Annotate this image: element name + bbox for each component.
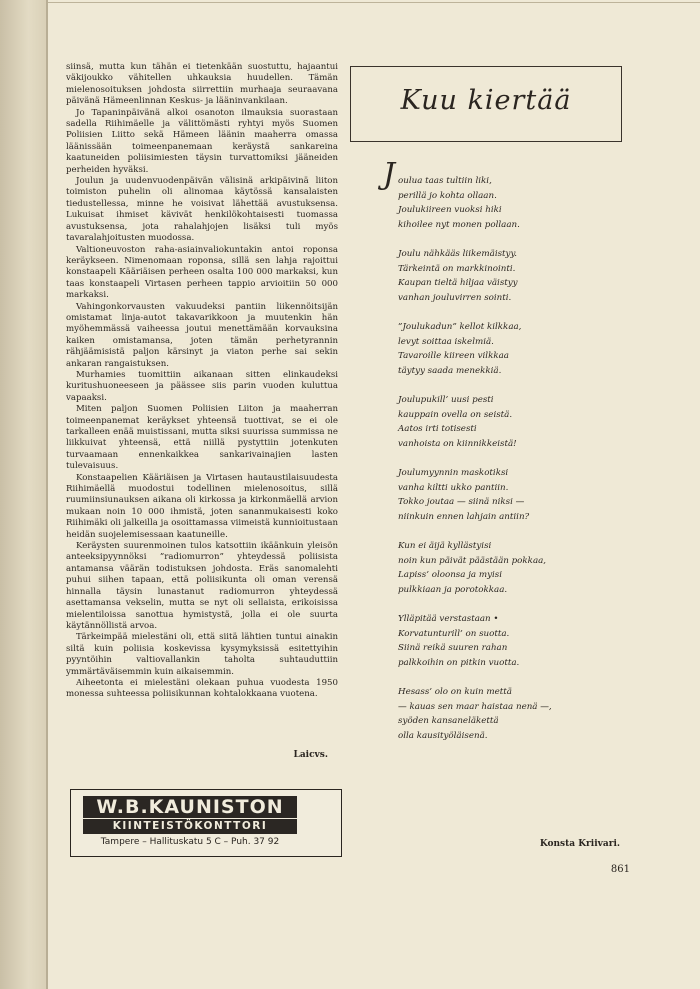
- ad-address: Tampere – Hallituskatu 5 C – Puh. 37 92: [100, 837, 280, 847]
- poem-line: Tavaroille kiireen vilkkaa: [398, 351, 509, 361]
- poem-line: Joulu nähkääs liikemäistyy.: [398, 249, 517, 259]
- poem-line: Lapiss’ oloonsa ja myisi: [398, 570, 502, 580]
- poem-line: Korvatunturill’ on suotta.: [398, 628, 510, 639]
- poem-author: Konsta Kriivari.: [539, 839, 620, 849]
- poem-stanza: [398, 247, 598, 305]
- article-paragraph: Konstaapelien Kääriäisen ja Virtasen hautaustilaisuudesta Riihimäellä muodostui todellinen mielenosoitus, sillä ruumiinsiunauksen aikana oli kirkossa ja kirkonmäellä arvion mukaan noin 10 000 ihmistä, joten sananmukaisesti koko Riihimäki oli jalkeilla ja osoittamassa viimeistä kunnioitustaan heidän suojelemisessaan kaatuneille.: [66, 472, 338, 540]
- poem-line: Kun ei äijä kyllästyisi: [398, 541, 492, 551]
- poem-line: täytyy saada menekkiä.: [398, 365, 502, 376]
- poem-line: ”Joulukadun” kellot kilkkaa,: [398, 322, 522, 332]
- poem-stanza: [398, 174, 598, 232]
- poem-stanza: [398, 320, 598, 378]
- advertisement-box: [70, 789, 342, 857]
- poem-stanza: [398, 539, 598, 597]
- article-paragraph: Tärkeimpää mielestäni oli, että siitä lähtien tuntui ainakin siltä kuin poliisia koskevissa kysymyksissä esitettyihin pyyntöihin valtiovallankin taholta suhtauduttiin ymmärtäväisemmin kuin aikaisemmin.: [66, 632, 338, 677]
- poem-body: [398, 174, 598, 758]
- poem-line: Aatos irti totisesti: [398, 424, 477, 434]
- article-paragraph: Aiheetonta ei mielestäni olekaan puhua vuodesta 1950 monessa suhteessa poliisikunnan kohtalokkaana vuotena.: [66, 677, 338, 700]
- book-spine-edge: [0, 0, 48, 989]
- poem-line: Joulukiireen vuoksi hiki: [398, 205, 502, 215]
- poem-stanza: [398, 685, 598, 743]
- poem-line: Tokko joutaa — siinä niksi —: [398, 497, 525, 507]
- poem-title: Kuu kiertää: [400, 85, 572, 116]
- poem-line: Joulumyynnin maskotiksi: [398, 468, 509, 478]
- article-paragraph: Jo Tapaninpäivänä alkoi osanoton ilmauksia suorastaan sadella Riihimäelle ja välittömästi ryhtyi myös Suomen Poliisien Liitto sekä Hämeen läänin maaherra omassa läänissään toimeenpanemaan keräystä sankareina kaatuneiden poliisimiesten täysin turvattomiksi jääneiden perheiden hyväksi.: [66, 107, 338, 175]
- poem-line: Joulupukill’ uusi pesti: [398, 395, 494, 405]
- poem-dropcap: J: [383, 157, 396, 192]
- poem-line: oulua taas tultiin liki,: [398, 176, 492, 186]
- poem-line: Siinä reikä suuren rahan: [398, 643, 508, 653]
- poem-line: vanhoista on kiinnikkeistä!: [398, 438, 517, 449]
- article-paragraph: Murhamies tuomittiin aikanaan sitten elinkaudeksi kuritushuoneeseen ja päässee siis parin vuoden kuluttua vapaaksi.: [66, 369, 338, 403]
- poem-line: noin kun päivät päästään pokkaa,: [398, 555, 547, 566]
- top-page-edge: [48, 2, 700, 3]
- article-paragraph: siinsä, mutta kun tähän ei tietenkään suostuttu, hajaantui väkijoukko vähitellen uhkauksia huudellen. Tämän mielenosoituksen johdosta siirrettiin murhaaja seuraavana päivänä Hämeenlinnan Keskus- ja lääninvankilaan.: [66, 62, 338, 107]
- poem-line: kauppain ovella on seistä.: [398, 409, 513, 420]
- poem-line: vanha kiltti ukko pantiin.: [398, 482, 509, 493]
- poem-line: pulkkiaan ja porotokkaa.: [398, 584, 508, 595]
- article-paragraph: Vahingonkorvausten vakuudeksi pantiin liikennöitsijän omistamat linja-autot takavarikkoon ja muutenkin hän myöhemmässä vaiheessa joutui menettämään korvauksina kaiken omistamansa, joten tämän perhetyrannin rähjäämisistä paljon kärsinyt ja viaton perhe sai sekin ankaran rangaistuksen.: [66, 301, 338, 369]
- poem-line: Tärkeintä on markkinointi.: [398, 263, 516, 274]
- ad-company-name: W.B.KAUNISTON: [83, 796, 297, 818]
- poem-line: kihoilee nyt monen pollaan.: [398, 219, 520, 230]
- poem-line: niinkuin ennen lahjain antiin?: [398, 511, 530, 522]
- article-signature: Laicvs.: [293, 750, 328, 760]
- poem-line: palkkoihin on pitkin vuotta.: [398, 657, 520, 668]
- ad-company-type: KIINTEISTÖKONTTORI: [83, 819, 297, 834]
- poem-title-box: [350, 66, 622, 142]
- poem-stanza: [398, 466, 598, 524]
- poem-line: Kaupan tieltä hiljaa väistyy: [398, 278, 518, 288]
- article-paragraph: Joulun ja uudenvuodenpäivän välisinä arkipäivinä liiton toimiston puhelin oli alinomaa käytössä kansalaisten tiedustellessa, minne he voisivat lähettää avustuksensa. Lukuisat ihmiset kävivät henkilökohtaisesti tuomassa avustuksensa, jota rahalahjojen lisäksi tuli myös tavaralahjoitusten muodossa.: [66, 176, 338, 244]
- poem-line: perillä jo kohta ollaan.: [398, 190, 497, 201]
- page-number: 861: [610, 864, 630, 875]
- poem-line: olla kausityöläisenä.: [398, 730, 488, 741]
- article-paragraph: Miten paljon Suomen Poliisien Liiton ja maaherran toimeenpanemat keräykset yhteensä tuottivat, se ei ole tarkalleen enää muistissani, mutta siksi suurissa summissa ne liikkuivat yhteensä, että niillä pystyttiin jotenkuten turvaamaan ennenkaikkea sankarivainajien lasten tulevaisuus.: [66, 404, 338, 472]
- poem-line: vanhan jouluvirren sointi.: [398, 292, 512, 303]
- poem-line: levyt soittaa iskelmiä.: [398, 336, 494, 347]
- article-paragraph: Valtioneuvoston raha-asiainvaliokuntakin antoi roponsa keräykseen. Nimenomaan roponsa, sillä sen lahja rajoittui konstaapeli Kääriäisen perheen osalta 100 000 markaksi, kun taas konstaapeli Virtasen perheen tappio arvioitiin 50 000 markaksi.: [66, 244, 338, 301]
- article-paragraph: Keräysten suurenmoinen tulos katsottiin ikäänkuin yleisön anteeksipyynnöksi ”radiomurron” yhteydessä poliisista antamansa väärän todistuksen johdosta. Eräs sanomalehti puhui siihen tapaan, että poliisikunta oli oman verensä hinnalla täysin lunastanut radiomurron yhteydessä asettamansa vekselin, mutta se nyt oli sellaista, erikoisissa mielentiloissa sanottua hymistystä, jolla ei ole suurta käytännöllistä arvoa.: [66, 541, 338, 631]
- article-column: [66, 62, 338, 701]
- poem-stanza: [398, 393, 598, 451]
- poem-line: — kauas sen maar haistaa nenä —,: [398, 701, 552, 712]
- poem-stanza: [398, 612, 598, 670]
- poem-line: syöden kansaneläkettä: [398, 716, 499, 726]
- poem-line: Ylläpitää verstastaan •: [398, 614, 499, 624]
- poem-line: Hesass’ olo on kuin mettä: [398, 687, 512, 697]
